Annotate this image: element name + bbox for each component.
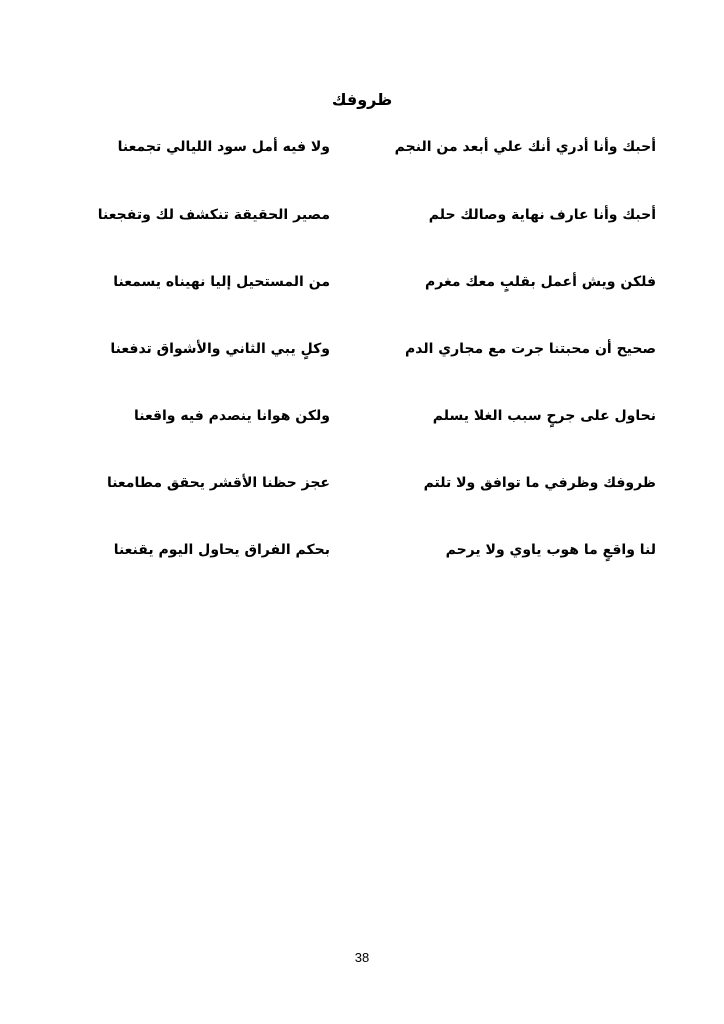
verse-first-hemistich: فلكن ويش أعمل بقلبٍ معك مغرم	[425, 274, 656, 290]
verse-row	[90, 269, 656, 295]
verse-first-hemistich: ظروفك وظرفي ما توافق ولا تلتم	[423, 475, 656, 491]
page-number: 38	[354, 950, 370, 965]
verse-first-hemistich: أحبك وأنا أدري أنك علي أبعد من النجم	[394, 139, 656, 155]
verse-second-hemistich: وكلٍ يبي الثاني والأشواق تدفعنا	[110, 341, 330, 357]
verse-second-hemistich: بحكم الفراق يحاول اليوم يقنعنا	[113, 542, 330, 558]
verse-second-hemistich: مصير الحقيقة تنكشف لك وتفجعنا	[97, 207, 330, 223]
verse-first-hemistich: نحاول على جرحٍ سبب الغلا يسلم	[432, 408, 656, 424]
verse-first-hemistich: لنا واقعٍ ما هوب ياوي ولا يرحم	[445, 542, 656, 558]
verse-row	[90, 202, 656, 228]
verse-row	[90, 336, 656, 362]
verse-row	[90, 134, 656, 160]
verse-row	[90, 403, 656, 429]
verse-first-hemistich: صحيح أن محبتنا جرت مع مجاري الدم	[405, 341, 656, 357]
verse-first-hemistich: أحبك وأنا عارف نهاية وصالك حلم	[428, 207, 656, 223]
verse-row	[90, 470, 656, 496]
verse-second-hemistich: عجز حظنا الأقشر يحقق مطامعنا	[106, 475, 330, 491]
verse-second-hemistich: ولا فيه أمل سود الليالي تجمعنا	[117, 139, 330, 155]
verse-row	[90, 537, 656, 563]
verse-second-hemistich: من المستحيل إليا نهيناه يسمعنا	[113, 274, 330, 290]
verse-second-hemistich: ولكن هوانا ينصدم فيه واقعنا	[133, 408, 330, 424]
poem-title: ظروفك	[331, 90, 393, 109]
